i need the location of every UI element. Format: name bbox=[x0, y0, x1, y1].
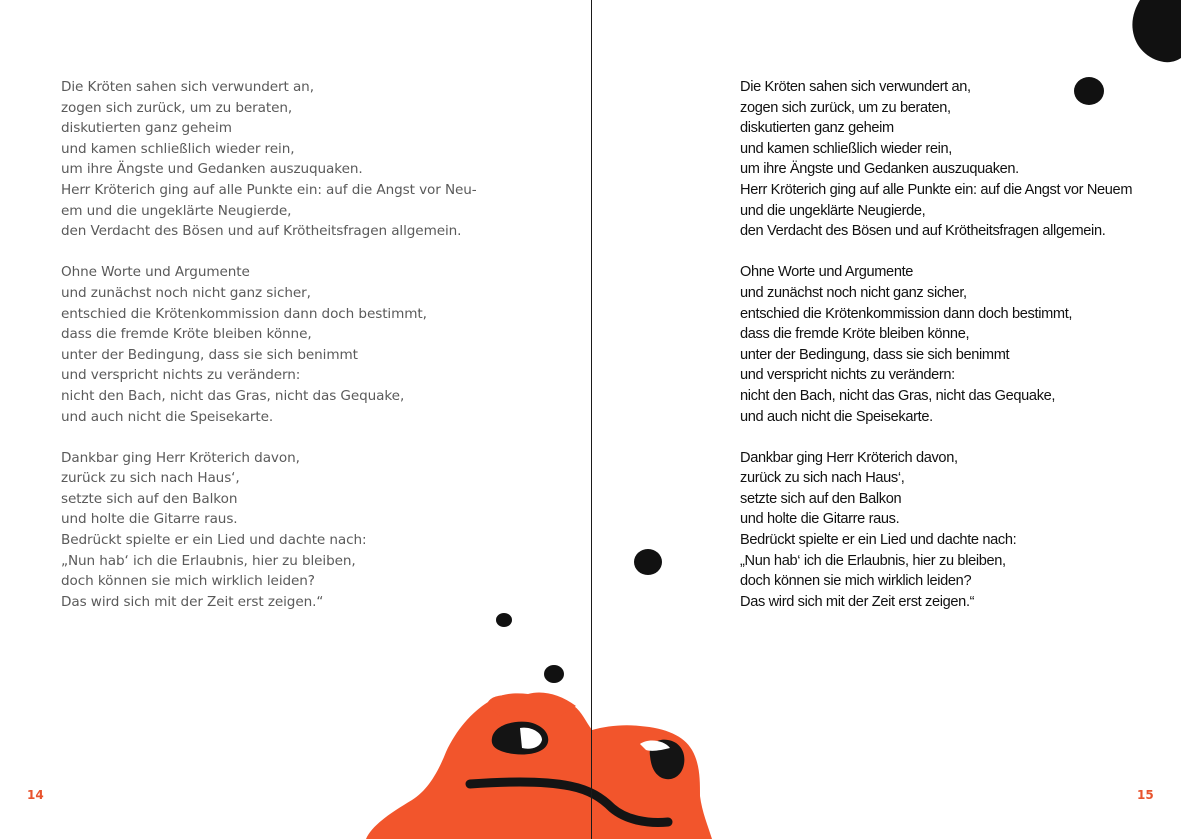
text-line: Die Kröten sahen sich verwundert an, bbox=[61, 79, 314, 95]
text-line: setzte sich auf den Balkon bbox=[740, 490, 902, 507]
text-line: setzte sich auf den Balkon bbox=[61, 490, 238, 507]
text-line: diskutierten ganz geheim bbox=[740, 120, 894, 137]
text-line: und verspricht nichts zu verändern: bbox=[61, 367, 301, 384]
text-line: doch können sie mich wirklich leiden? bbox=[61, 573, 315, 590]
text-line: nicht den Bach, nicht das Gras, nicht das Gequake, bbox=[61, 387, 405, 404]
text-line: Dankbar ging Herr Kröterich davon, bbox=[740, 449, 958, 466]
text-line: Herr Kröterich ging auf alle Punkte ein: auf die Angst vor Neu- bbox=[61, 181, 477, 198]
text-line: und verspricht nichts zu verändern: bbox=[740, 367, 955, 384]
text-line: und holte die Gitarre raus. bbox=[61, 511, 238, 528]
right-page bbox=[593, 0, 1181, 839]
stanza bbox=[61, 77, 481, 242]
text-line: unter der Bedingung, dass sie sich benimmt bbox=[740, 346, 1010, 363]
text-line: den Verdacht des Bösen und auf Krötheitsfragen allgemein. bbox=[61, 223, 462, 240]
text-line: dass die fremde Kröte bleiben könne, bbox=[61, 326, 312, 343]
text-line: um ihre Ängste und Gedanken auszuquaken. bbox=[61, 161, 363, 178]
text-line: „Nun hab‘ ich die Erlaubnis, hier zu bleiben, bbox=[740, 552, 1006, 569]
text-line: Ohne Worte und Argumente bbox=[740, 264, 914, 281]
text-line: zogen sich zurück, um zu beraten, bbox=[740, 99, 951, 116]
text-line: Bedrückt spielte er ein Lied und dachte nach: bbox=[61, 532, 367, 549]
text-line: entschied die Krötenkommission dann doch bestimmt, bbox=[740, 305, 1073, 322]
stanza bbox=[740, 262, 1160, 427]
stanza bbox=[740, 448, 1160, 613]
text-line: Bedrückt spielte er ein Lied und dachte nach: bbox=[740, 532, 1017, 549]
poem-text bbox=[61, 77, 481, 612]
text-line: zurück zu sich nach Haus‘, bbox=[61, 470, 240, 487]
page-number: 15 bbox=[1137, 788, 1154, 802]
text-line: „Nun hab‘ ich die Erlaubnis, hier zu bleiben, bbox=[61, 552, 356, 569]
text-line: em und die ungeklärte Neugierde, bbox=[61, 202, 292, 219]
text-line: diskutierten ganz geheim bbox=[61, 120, 232, 137]
text-line: Das wird sich mit der Zeit erst zeigen.“ bbox=[61, 593, 324, 610]
text-line: und zunächst noch nicht ganz sicher, bbox=[61, 284, 311, 301]
text-line: und auch nicht die Speisekarte. bbox=[61, 408, 274, 425]
text-line: und zunächst noch nicht ganz sicher, bbox=[740, 284, 967, 301]
text-line: Das wird sich mit der Zeit erst zeigen.“ bbox=[740, 593, 975, 610]
text-line: den Verdacht des Bösen und auf Krötheitsfragen allgemein. bbox=[740, 223, 1106, 240]
text-line: und holte die Gitarre raus. bbox=[740, 511, 900, 528]
text-line: nicht den Bach, nicht das Gras, nicht das Gequake, bbox=[740, 387, 1056, 404]
text-line: Herr Kröterich ging auf alle Punkte ein: auf die Angst vor Neuem bbox=[740, 181, 1133, 198]
stanza bbox=[61, 262, 481, 427]
text-line: doch können sie mich wirklich leiden? bbox=[740, 573, 972, 590]
text-line: und kamen schließlich wieder rein, bbox=[740, 140, 952, 157]
text-line: Die Kröten sahen sich verwundert an, bbox=[740, 79, 971, 95]
text-line: Dankbar ging Herr Kröterich davon, bbox=[61, 449, 300, 466]
text-line: entschied die Krötenkommission dann doch bestimmt, bbox=[61, 305, 427, 322]
text-line: unter der Bedingung, dass sie sich benimmt bbox=[61, 346, 358, 363]
page-number: 14 bbox=[27, 788, 44, 802]
poem-text bbox=[740, 77, 1160, 612]
text-line: Ohne Worte und Argumente bbox=[61, 264, 250, 281]
stanza bbox=[61, 448, 481, 613]
text-line: zogen sich zurück, um zu beraten, bbox=[61, 99, 293, 116]
text-line: dass die fremde Kröte bleiben könne, bbox=[740, 326, 970, 343]
text-line: und kamen schließlich wieder rein, bbox=[61, 140, 295, 157]
text-line: und auch nicht die Speisekarte. bbox=[740, 408, 933, 425]
text-line: um ihre Ängste und Gedanken auszuquaken. bbox=[740, 161, 1019, 178]
stanza bbox=[740, 77, 1160, 242]
text-line: zurück zu sich nach Haus‘, bbox=[740, 470, 905, 487]
text-line: und die ungeklärte Neugierde, bbox=[740, 202, 926, 219]
